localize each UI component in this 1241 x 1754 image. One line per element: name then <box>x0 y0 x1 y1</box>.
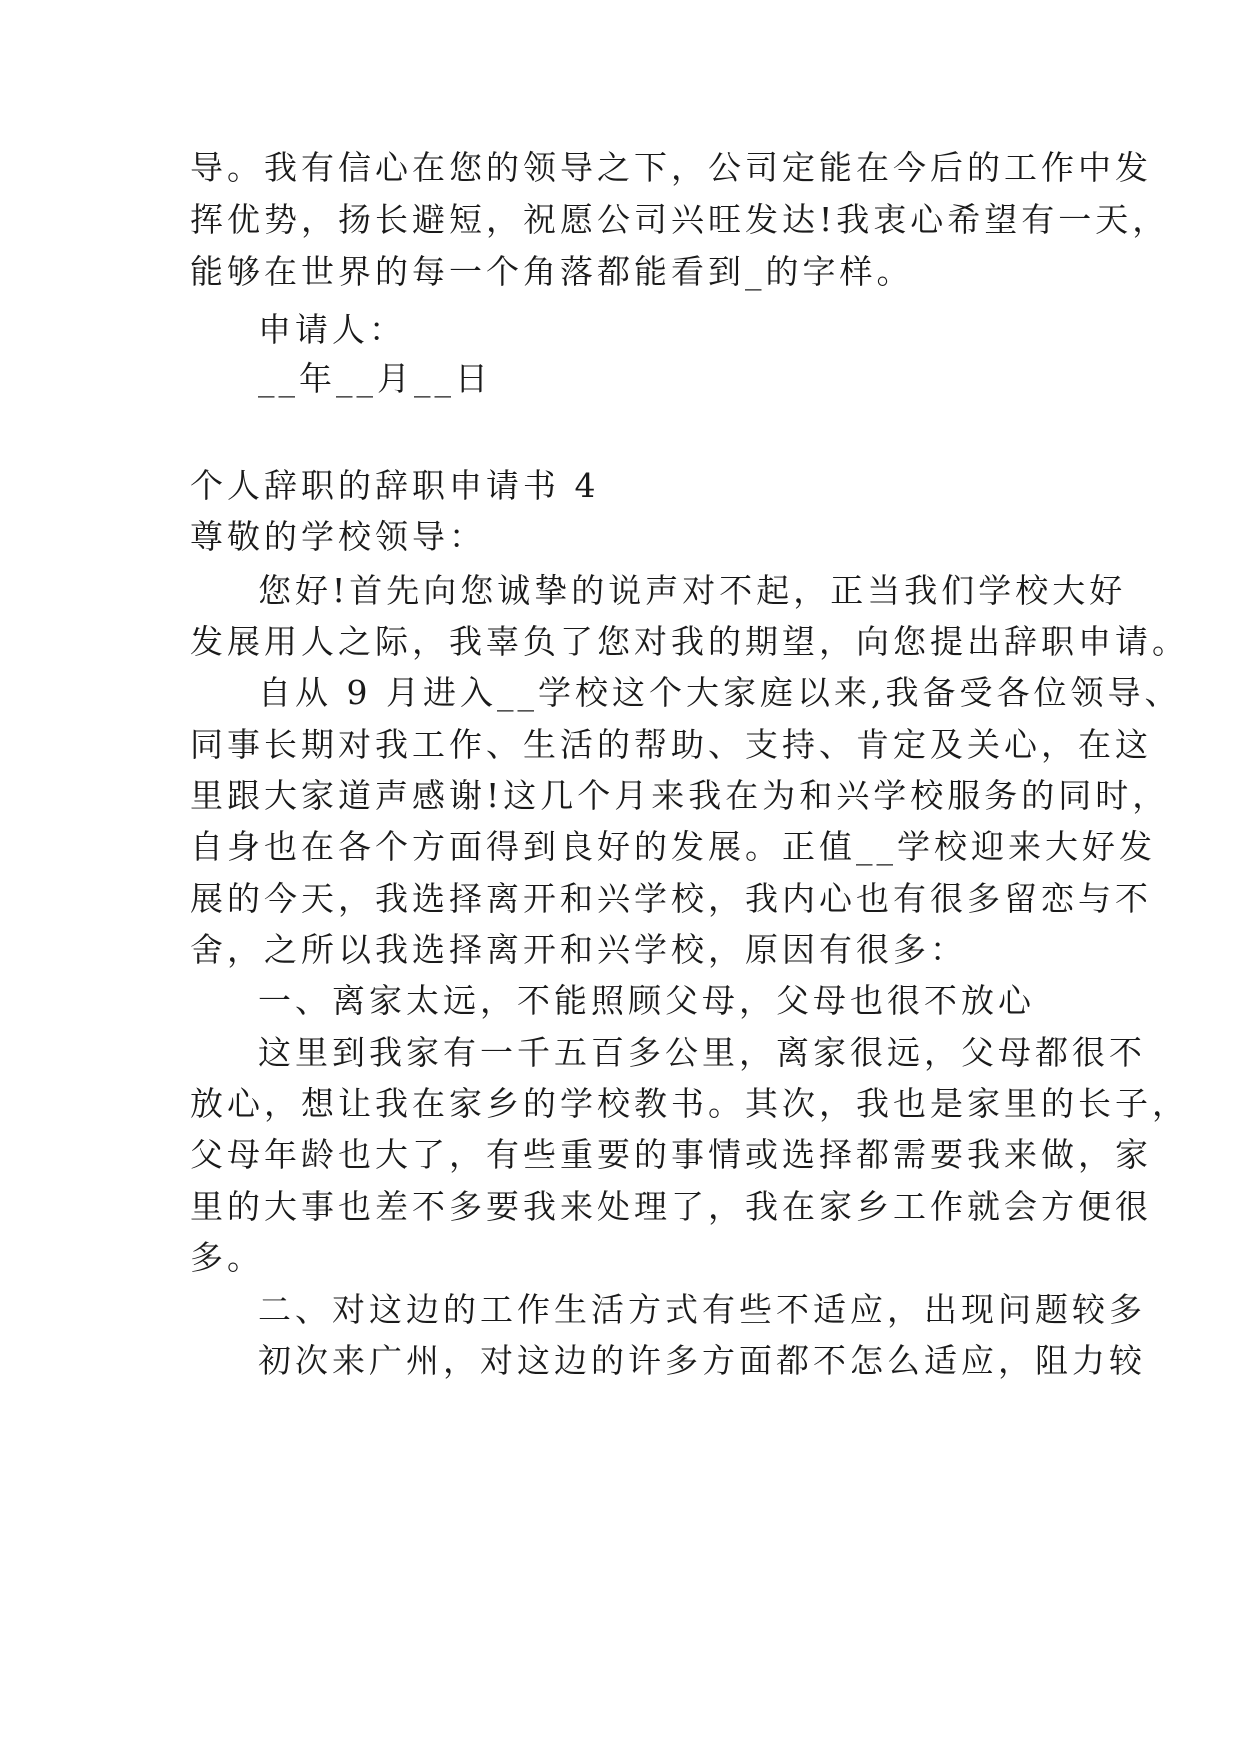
body-line: 您好!首先向您诚挚的说声对不起，正当我们学校大好 <box>258 571 1127 610</box>
reason-heading-1: 一、离家太远，不能照顾父母，父母也很不放心 <box>258 981 1035 1020</box>
section-title: 个人辞职的辞职申请书 4 <box>190 466 600 505</box>
body-line: 舍，之所以我选择离开和兴学校，原因有很多： <box>190 930 967 969</box>
body-line: 自身也在各个方面得到良好的发展。正值__学校迎来大好发 <box>190 827 1156 866</box>
body-line: 发展用人之际，我辜负了您对我的期望，向您提出辞职申请。 <box>190 622 1189 661</box>
body-line: 同事长期对我工作、生活的帮助、支持、肯定及关心，在这 <box>190 725 1152 764</box>
continuation-line-1: 导。我有信心在您的领导之下，公司定能在今后的工作中发 <box>190 148 1152 187</box>
body-line: 多。 <box>190 1238 264 1277</box>
salutation: 尊敬的学校领导： <box>190 517 486 556</box>
body-line: 这里到我家有一千五百多公里，离家很远，父母都很不 <box>258 1033 1146 1072</box>
body-line: 展的今天，我选择离开和兴学校，我内心也有很多留恋与不 <box>190 879 1152 918</box>
body-line: 自从 9 月进入__学校这个大家庭以来,我备受各位领导、 <box>258 673 1182 712</box>
body-line: 里跟大家道声感谢!这几个月来我在为和兴学校服务的同时， <box>190 776 1170 815</box>
signature-label: 申请人： <box>258 310 406 349</box>
body-line: 里的大事也差不多要我来处理了，我在家乡工作就会方便很 <box>190 1187 1152 1226</box>
reason-heading-2: 二、对这边的工作生活方式有些不适应，出现问题较多 <box>258 1290 1146 1329</box>
body-line: 父母年龄也大了，有些重要的事情或选择都需要我来做，家 <box>190 1135 1152 1174</box>
date-line: __年__月__日 <box>258 359 492 398</box>
body-line: 初次来广州，对这边的许多方面都不怎么适应，阻力较 <box>258 1341 1146 1380</box>
continuation-line-3: 能够在世界的每一个角落都能看到_的字样。 <box>190 252 914 291</box>
continuation-line-2: 挥优势，扬长避短，祝愿公司兴旺发达!我衷心希望有一天， <box>190 200 1170 239</box>
body-line: 放心，想让我在家乡的学校教书。其次，我也是家里的长子， <box>190 1084 1189 1123</box>
